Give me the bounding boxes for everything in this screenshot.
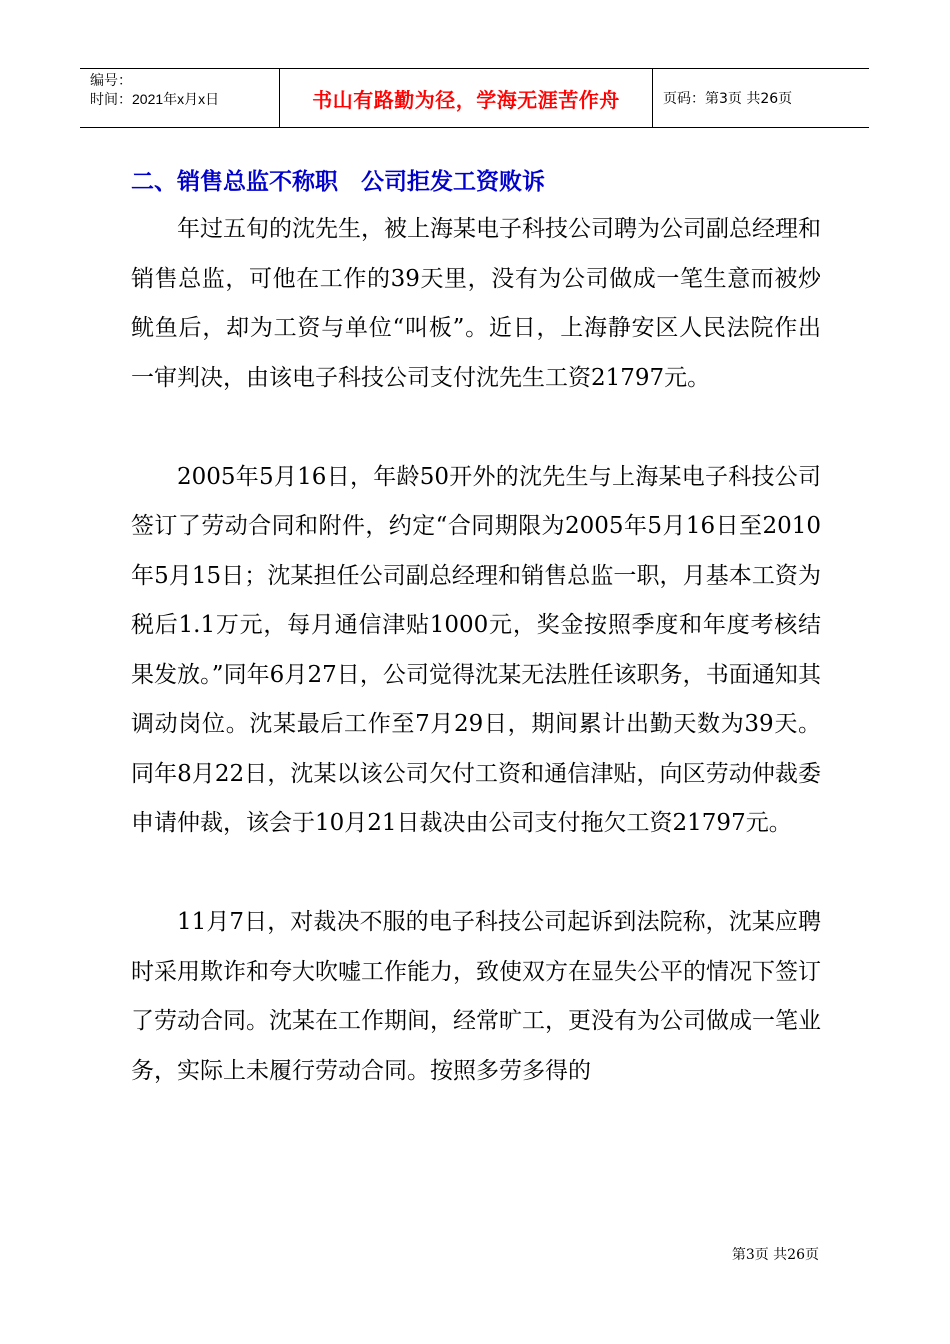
header-page-info-cell bbox=[653, 69, 869, 127]
header-page-info: 页码：第3页 共26页 bbox=[663, 91, 793, 107]
header-motto-cell bbox=[280, 69, 653, 127]
paragraph-spacer bbox=[131, 403, 821, 453]
paragraph-2: 2005年5月16日，年龄50开外的沈先生与上海某电子科技公司签订了劳动合同和附件，约定“合同期限为2005年5月16日至2010年5月15日；沈某担任公司副总经理和销售总监一职，月基本工资为税后1.1万元，每月通信津贴1000元，奖金按照季度和年度考核结果发放。”同年6月27日，公司觉得沈某无法胜任该职务，书面通知其调动岗位。沈某最后工作至7月29日，期间累计出勤天数为39天。同年8月22日，沈某以该公司欠付工资和通信津贴，向区劳动仲裁委申请仲裁，该会于10月21日裁决由公司支付拖欠工资21797元。 bbox=[131, 463, 821, 836]
section-heading: 二、销售总监不称职 公司拒发工资败诉 bbox=[131, 169, 545, 195]
header-motto: 书山有路勤为径，学海无涯苦作舟 bbox=[312, 87, 620, 112]
document-body bbox=[131, 160, 821, 1096]
paragraph-spacer bbox=[131, 849, 821, 899]
page-header bbox=[80, 68, 869, 128]
number-label: 编号： bbox=[90, 72, 132, 88]
header-meta bbox=[80, 69, 280, 127]
date-label: 时间：2021年x月x日 bbox=[90, 91, 220, 107]
paragraph-3: 11月7日，对裁决不服的电子科技公司起诉到法院称，沈某应聘时采用欺诈和夸大吹嘘工作能力，致使双方在显失公平的情况下签订了劳动合同。沈某在工作期间，经常旷工，更没有为公司做成一笔业务，实际上未履行劳动合同。按照多劳多得的 bbox=[131, 909, 821, 1084]
page-footer: 第3页 共26页 bbox=[731, 1247, 819, 1263]
paragraph-1: 年过五旬的沈先生，被上海某电子科技公司聘为公司副总经理和销售总监，可他在工作的39天里，没有为公司做成一笔生意而被炒鱿鱼后，却为工资与单位“叫板”。近日，上海静安区人民法院作出一审判决，由该电子科技公司支付沈先生工资21797元。 bbox=[131, 216, 821, 391]
